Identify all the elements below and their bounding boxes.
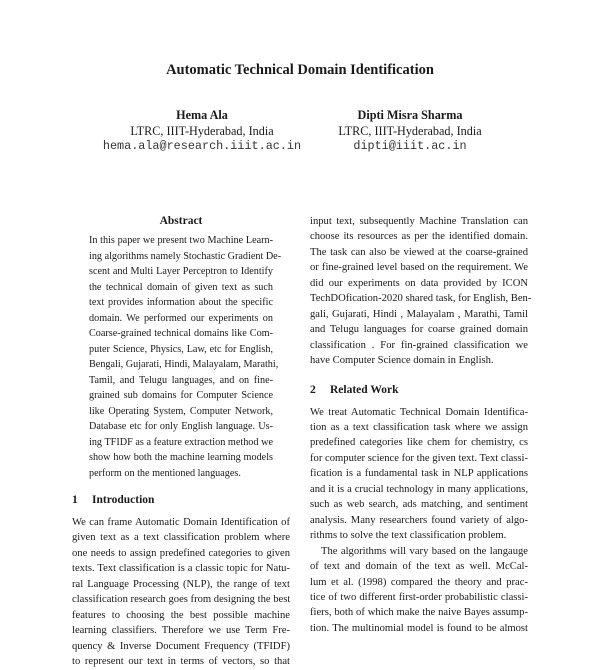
body-line: and Telugu languages for coarse grained domain (310, 324, 528, 336)
abstract-line: show how both the machine learning models (89, 452, 273, 463)
author-affiliation: LTRC, IIIT-Hyderabad, India (338, 123, 482, 138)
introduction-continued (310, 214, 532, 369)
body-line: rithms to solve the text classification problem. (310, 530, 507, 542)
abstract-line: Coarse-grained technical domains like Com- (89, 328, 273, 339)
section-heading-related-work (310, 383, 528, 398)
abstract-line: In this paper we present two Machine Learn- (89, 235, 273, 246)
body-line: to represent our text in terms of vectors, so that (72, 656, 290, 668)
left-column (72, 214, 290, 670)
body-line: We can frame Automatic Domain Identification of (72, 517, 290, 528)
abstract-line: text provides information about the specific (89, 297, 273, 308)
abstract-line: domain. We performed our experiments on (89, 312, 273, 324)
body-line: choose its resources as per the identified domain. (310, 231, 528, 243)
body-line: The task can also be viewed at the coarse-grained (310, 246, 528, 258)
abstract-line: ing TFIDF as a feature extraction method we (89, 436, 273, 448)
body-line: TechDOfication-2020 shared task, for English, Ben- (310, 293, 532, 305)
right-column (310, 214, 532, 636)
body-line: tice of two different first-order probabilistic classi- (310, 591, 528, 603)
body-line: analysis. Many researchers found variety of algo- (310, 514, 528, 526)
body-line: for computer science for the given text. Text classi- (310, 452, 528, 464)
abstract-line: Tamil, and Telugu languages, and on fine- (89, 374, 273, 386)
related-work-paragraph-1 (310, 405, 528, 544)
section-heading-introduction (72, 493, 290, 508)
body-line: or fine-grained level based on the requirement. We (310, 262, 528, 274)
body-line: have Computer Science domain in English. (310, 355, 494, 367)
section-title: Related Work (330, 383, 399, 396)
body-line: lum et al. (1998) compared the theory and prac- (310, 576, 528, 588)
abstract-body (72, 233, 290, 481)
body-line: classification . For fin-grained classification we (310, 339, 528, 351)
abstract-line: the technical domain of given text as such (89, 281, 273, 293)
body-line: of text and domain of the text as well. McCal- (310, 561, 528, 573)
body-line: We treat Automatic Technical Domain Identifica- (310, 406, 528, 418)
author-name: Dipti Misra Sharma (357, 108, 463, 122)
body-line: predefined categories like chem for chemistry, cs (310, 437, 528, 449)
body-line: tion as a text classification task where we assign (310, 421, 528, 433)
body-line: texts. Text classification is a classic topic for Natu- (72, 563, 290, 575)
paper-title: Automatic Technical Domain Identification (166, 62, 434, 78)
body-line: and it is a crucial technology in many applications, (310, 483, 528, 495)
body-line: features to choosing the best possible machine (72, 609, 290, 621)
abstract-line: puter Science, Physics, Law, etc for English, (89, 343, 273, 355)
body-line: fication is a fundamental task in NLP applications (310, 468, 528, 480)
abstract-line: like Operating System, Computer Network, (89, 405, 273, 417)
author-affiliation: LTRC, IIIT-Hyderabad, India (130, 123, 274, 138)
abstract-heading: Abstract (159, 215, 203, 227)
body-line: quency & Inverse Document Frequency (TFIDF) (72, 640, 290, 652)
author-block-1 (87, 108, 317, 155)
body-line: ral Language Processing (NLP), the range of text (72, 578, 290, 590)
body-line: given text as a text classification problem where (72, 532, 290, 544)
body-line: The algorithms will vary based on the langauge (321, 545, 528, 557)
abstract-line: grained sub domains for Computer Science (89, 390, 273, 401)
section-title: Introduction (92, 494, 155, 506)
section-number: 2 (310, 383, 316, 396)
body-line: gali, Gujarati, Hindi , Malayalam , Marathi, Tamil (310, 308, 528, 320)
body-line: classification research goes from designing the best (72, 594, 291, 606)
introduction-body (72, 515, 290, 670)
body-line: such as web search, ads matching, and sentiment (310, 499, 528, 511)
body-line: fiers, both of which make the naive Bayes assump- (310, 607, 528, 619)
abstract-line: Database etc for only English language. Us- (89, 421, 273, 432)
body-line: did our experiments on data provided by ICON (310, 277, 528, 289)
author-name: Hema Ala (176, 108, 228, 122)
abstract-line: perform on the mentioned languages. (89, 467, 241, 479)
abstract-line: Bengali, Gujarati, Hindi, Malayalam, Marathi, (89, 359, 279, 370)
author-email: dipti@iiit.ac.in (353, 139, 467, 153)
author-email: hema.ala@research.iiit.ac.in (102, 139, 302, 153)
body-line: learning classifiers. Therefore we use Term Fre- (72, 625, 290, 637)
abstract-line: scent and Multi Layer Perceptron to Identify (89, 266, 273, 277)
abstract-line: ing algorithms namely Stochastic Gradient De- (89, 250, 282, 262)
related-work-paragraph-2 (310, 544, 528, 637)
body-line: input text, subsequently Machine Translation can (310, 216, 528, 227)
section-number: 1 (72, 494, 78, 506)
author-block-2 (295, 108, 525, 155)
body-line: tion. The multinomial model is found to be almost (310, 622, 528, 634)
body-line: one needs to assign predefined categories to given (72, 547, 290, 559)
